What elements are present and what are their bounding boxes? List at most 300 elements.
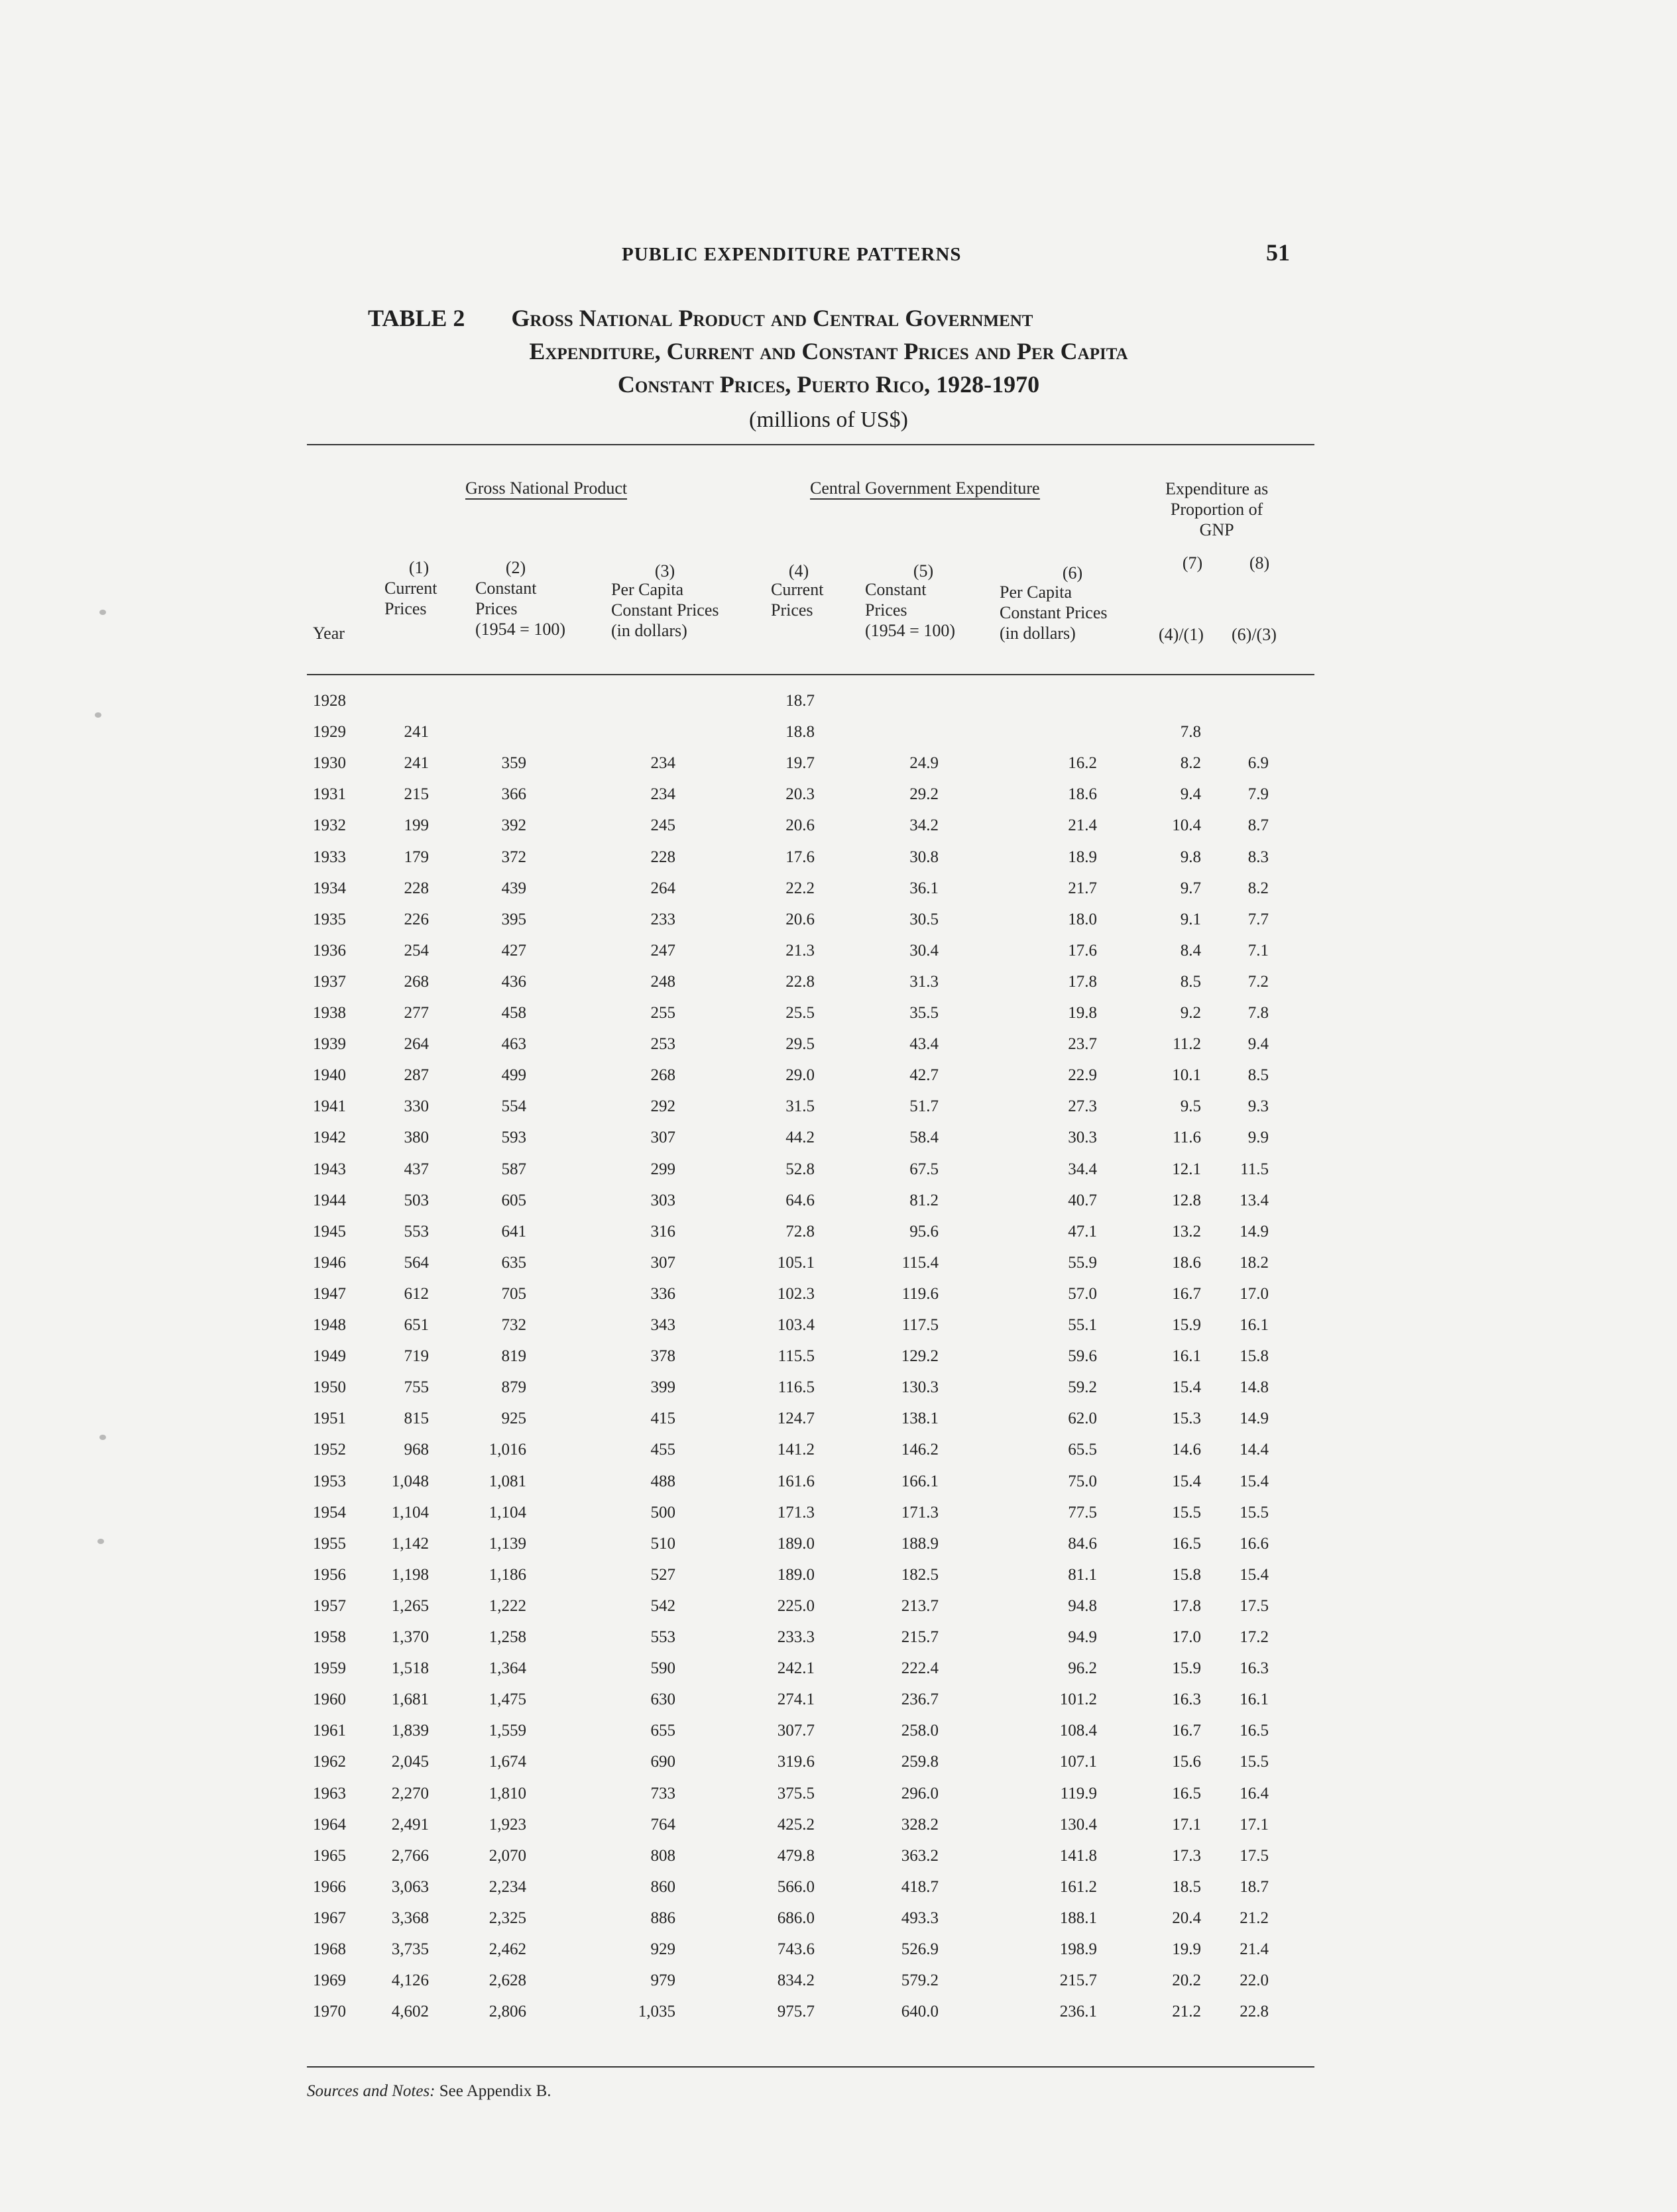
cell-gnp-per-capita: 886	[650, 1909, 675, 1927]
cell-gnp-current: 1,681	[391, 1690, 429, 1708]
cell-year: 1952	[313, 1441, 346, 1459]
cell-ratio-6-3: 18.2	[1240, 1254, 1269, 1272]
cell-gnp-per-capita: 248	[650, 973, 675, 991]
cell-gnp-per-capita: 264	[650, 879, 675, 897]
cell-year: 1957	[313, 1597, 346, 1615]
cell-gnp-constant: 366	[501, 785, 526, 803]
cell-cge-current: 20.3	[785, 785, 815, 803]
cell-year: 1933	[313, 848, 346, 866]
cell-gnp-current: 3,368	[391, 1909, 429, 1927]
table-row	[0, 1128, 1677, 1148]
cell-gnp-current: 2,270	[391, 1785, 429, 1802]
gnp-group-header: Gross National Product	[465, 478, 627, 500]
cell-ratio-4-1: 18.6	[1172, 1254, 1201, 1272]
cell-gnp-current: 1,265	[391, 1597, 429, 1615]
column-header-3: Per Capita Constant Prices (in dollars)	[611, 580, 719, 640]
cell-year: 1962	[313, 1753, 346, 1771]
cell-cge-current: 189.0	[777, 1535, 815, 1553]
table-row	[0, 2002, 1677, 2022]
cell-cge-per-capita: 198.9	[1059, 1940, 1097, 1958]
cell-gnp-current: 2,491	[391, 1816, 429, 1834]
cell-year: 1954	[313, 1504, 346, 1521]
cell-gnp-current: 4,602	[391, 2003, 429, 2020]
cell-ratio-4-1: 13.2	[1172, 1223, 1201, 1241]
cell-gnp-per-capita: 307	[650, 1254, 675, 1272]
cell-gnp-per-capita: 860	[650, 1878, 675, 1896]
cell-gnp-current: 330	[404, 1097, 429, 1115]
table-row	[0, 1534, 1677, 1554]
cell-gnp-current: 553	[404, 1223, 429, 1241]
cell-cge-current: 566.0	[777, 1878, 815, 1896]
cell-gnp-per-capita: 399	[650, 1378, 675, 1396]
cell-cge-current: 19.7	[785, 754, 815, 772]
cell-ratio-6-3: 8.2	[1247, 879, 1269, 897]
punch-hole	[99, 1435, 106, 1440]
cell-year: 1937	[313, 973, 346, 991]
cell-ratio-4-1: 9.1	[1180, 911, 1201, 928]
cell-gnp-per-capita: 764	[650, 1816, 675, 1834]
cell-gnp-constant: 2,462	[489, 1940, 526, 1958]
cell-gnp-constant: 587	[501, 1160, 526, 1178]
cell-cge-current: 479.8	[777, 1847, 815, 1865]
cell-cge-current: 225.0	[777, 1597, 815, 1615]
cell-gnp-per-capita: 929	[650, 1940, 675, 1958]
cell-gnp-constant: 554	[501, 1097, 526, 1115]
cell-ratio-4-1: 16.7	[1172, 1722, 1201, 1740]
cell-gnp-constant: 1,475	[489, 1690, 526, 1708]
cell-year: 1939	[313, 1035, 346, 1053]
cell-year: 1956	[313, 1566, 346, 1584]
cell-gnp-current: 503	[404, 1191, 429, 1209]
table-row	[0, 785, 1677, 804]
cell-ratio-6-3: 17.0	[1240, 1285, 1269, 1303]
cell-ratio-4-1: 16.5	[1172, 1785, 1201, 1802]
cell-ratio-6-3: 15.5	[1240, 1753, 1269, 1771]
cell-cge-constant: 29.2	[909, 785, 939, 803]
cell-ratio-6-3: 16.4	[1240, 1785, 1269, 1802]
cell-gnp-constant: 359	[501, 754, 526, 772]
column-number-4: (4)	[788, 561, 809, 581]
cell-gnp-constant: 593	[501, 1129, 526, 1146]
cell-ratio-6-3: 14.4	[1240, 1441, 1269, 1459]
cell-year: 1944	[313, 1191, 346, 1209]
cell-cge-per-capita: 130.4	[1059, 1816, 1097, 1834]
cell-cge-current: 18.7	[785, 692, 815, 710]
table-row	[0, 753, 1677, 773]
page-number: 51	[1266, 239, 1290, 266]
cell-year: 1966	[313, 1878, 346, 1896]
cell-year: 1968	[313, 1940, 346, 1958]
cell-gnp-per-capita: 234	[650, 785, 675, 803]
table-row	[0, 1253, 1677, 1273]
cell-ratio-4-1: 16.1	[1172, 1347, 1201, 1365]
cell-ratio-4-1: 17.3	[1172, 1847, 1201, 1865]
cell-gnp-per-capita: 247	[650, 942, 675, 960]
cell-year: 1970	[313, 2003, 346, 2020]
cell-cge-per-capita: 236.1	[1059, 2003, 1097, 2020]
cell-gnp-current: 3,063	[391, 1878, 429, 1896]
table-row	[0, 1097, 1677, 1117]
table-row	[0, 1565, 1677, 1585]
cell-gnp-per-capita: 527	[650, 1566, 675, 1584]
running-head-title: PUBLIC EXPENDITURE PATTERNS	[622, 244, 962, 265]
cell-gnp-constant: 879	[501, 1378, 526, 1396]
cell-cge-current: 17.6	[785, 848, 815, 866]
cell-cge-current: 20.6	[785, 911, 815, 928]
cell-cge-current: 22.8	[785, 973, 815, 991]
cell-year: 1950	[313, 1378, 346, 1396]
cell-cge-constant: 171.3	[901, 1504, 939, 1521]
cell-cge-per-capita: 96.2	[1068, 1659, 1097, 1677]
table-units: (millions of US$)	[749, 408, 908, 432]
cell-gnp-per-capita: 228	[650, 848, 675, 866]
top-rule	[307, 444, 1314, 445]
cell-year: 1940	[313, 1066, 346, 1084]
cell-gnp-current: 179	[404, 848, 429, 866]
cell-gnp-current: 254	[404, 942, 429, 960]
column-header-6: Per Capita Constant Prices (in dollars)	[1000, 582, 1108, 643]
cell-cge-current: 189.0	[777, 1566, 815, 1584]
table-row	[0, 1378, 1677, 1398]
running-head	[0, 239, 1677, 270]
cell-ratio-4-1: 19.9	[1172, 1940, 1201, 1958]
cell-ratio-6-3: 8.7	[1247, 816, 1269, 834]
cell-ratio-6-3: 17.5	[1240, 1597, 1269, 1615]
cell-cge-constant: 213.7	[901, 1597, 939, 1615]
cell-cge-current: 124.7	[777, 1410, 815, 1427]
cell-gnp-current: 755	[404, 1378, 429, 1396]
cell-cge-current: 375.5	[777, 1785, 815, 1802]
cell-cge-constant: 34.2	[909, 816, 939, 834]
cell-cge-current: 18.8	[785, 723, 815, 741]
cell-gnp-current: 719	[404, 1347, 429, 1365]
cell-gnp-constant: 1,674	[489, 1753, 526, 1771]
cell-cge-constant: 115.4	[901, 1254, 939, 1272]
cell-ratio-6-3: 14.9	[1240, 1410, 1269, 1427]
cell-cge-per-capita: 75.0	[1068, 1472, 1097, 1490]
cell-cge-current: 44.2	[785, 1129, 815, 1146]
cell-gnp-per-capita: 378	[650, 1347, 675, 1365]
cell-gnp-current: 264	[404, 1035, 429, 1053]
cell-gnp-current: 1,839	[391, 1722, 429, 1740]
cell-ratio-4-1: 15.6	[1172, 1753, 1201, 1771]
cell-gnp-per-capita: 655	[650, 1722, 675, 1740]
cell-cge-constant: 35.5	[909, 1004, 939, 1022]
cell-ratio-4-1: 9.8	[1180, 848, 1201, 866]
cell-cge-constant: 36.1	[909, 879, 939, 897]
cell-ratio-6-3: 16.6	[1240, 1535, 1269, 1553]
cell-ratio-4-1: 9.2	[1180, 1004, 1201, 1022]
cell-ratio-6-3: 9.4	[1247, 1035, 1269, 1053]
cell-cge-constant: 95.6	[909, 1223, 939, 1241]
table-title	[345, 302, 1312, 437]
cell-ratio-4-1: 16.3	[1172, 1690, 1201, 1708]
cell-ratio-4-1: 15.4	[1172, 1472, 1201, 1490]
cell-ratio-4-1: 11.2	[1173, 1035, 1201, 1053]
cell-cge-per-capita: 65.5	[1068, 1441, 1097, 1459]
cell-ratio-6-3: 6.9	[1247, 754, 1269, 772]
cell-gnp-current: 1,370	[391, 1628, 429, 1646]
cell-ratio-4-1: 8.2	[1180, 754, 1201, 772]
column-header-2: Constant Prices (1954 = 100)	[475, 579, 565, 639]
cell-cge-constant: 30.5	[909, 911, 939, 928]
cell-gnp-per-capita: 500	[650, 1504, 675, 1521]
cell-ratio-4-1: 7.8	[1180, 723, 1201, 741]
cell-gnp-constant: 427	[501, 942, 526, 960]
cell-gnp-constant: 1,016	[489, 1441, 526, 1459]
cell-ratio-4-1: 8.4	[1180, 942, 1201, 960]
cell-cge-constant: 31.3	[909, 973, 939, 991]
cell-ratio-4-1: 10.1	[1172, 1066, 1201, 1084]
cell-cge-per-capita: 107.1	[1059, 1753, 1097, 1771]
cell-ratio-6-3: 17.1	[1240, 1816, 1269, 1834]
cell-gnp-per-capita: 510	[650, 1535, 675, 1553]
table-title-line-2: Expenditure, Current and Constant Prices and Per Capita	[529, 338, 1128, 364]
cell-cge-per-capita: 18.6	[1068, 785, 1097, 803]
cell-gnp-per-capita: 336	[650, 1285, 675, 1303]
table-row	[0, 1409, 1677, 1429]
cell-ratio-4-1: 15.9	[1172, 1316, 1201, 1334]
cell-ratio-4-1: 17.8	[1172, 1597, 1201, 1615]
cell-year: 1949	[313, 1347, 346, 1365]
cell-gnp-constant: 1,186	[489, 1566, 526, 1584]
cell-cge-constant: 640.0	[901, 2003, 939, 2020]
cell-gnp-current: 1,198	[391, 1566, 429, 1584]
cell-gnp-current: 215	[404, 785, 429, 803]
sources-label: Sources and Notes	[307, 2082, 430, 2100]
cell-ratio-6-3: 7.9	[1247, 785, 1269, 803]
cell-cge-per-capita: 57.0	[1068, 1285, 1097, 1303]
cell-ratio-6-3: 15.4	[1240, 1472, 1269, 1490]
table-row	[0, 722, 1677, 742]
cell-gnp-constant: 1,258	[489, 1628, 526, 1646]
cell-gnp-current: 564	[404, 1254, 429, 1272]
cell-cge-constant: 215.7	[901, 1628, 939, 1646]
cell-year: 1932	[313, 816, 346, 834]
cell-cge-per-capita: 161.2	[1059, 1878, 1097, 1896]
column-number-5: (5)	[913, 561, 934, 581]
cell-ratio-4-1: 17.0	[1172, 1628, 1201, 1646]
cell-gnp-constant: 635	[501, 1254, 526, 1272]
cell-ratio-6-3: 8.3	[1247, 848, 1269, 866]
table-title-line-3: Constant Prices, Puerto Rico, 1928-1970	[617, 371, 1040, 398]
cell-gnp-current: 815	[404, 1410, 429, 1427]
cell-gnp-per-capita: 307	[650, 1129, 675, 1146]
cell-cge-per-capita: 17.8	[1068, 973, 1097, 991]
cell-gnp-current: 1,142	[391, 1535, 429, 1553]
cell-gnp-current: 437	[404, 1160, 429, 1178]
cell-gnp-per-capita: 245	[650, 816, 675, 834]
cell-cge-per-capita: 59.6	[1068, 1347, 1097, 1365]
cell-ratio-6-3: 22.0	[1240, 1971, 1269, 1989]
cell-cge-current: 115.5	[778, 1347, 815, 1365]
cell-ratio-6-3: 17.5	[1240, 1847, 1269, 1865]
table-row	[0, 1784, 1677, 1804]
cell-gnp-current: 651	[404, 1316, 429, 1334]
table-row	[0, 1347, 1677, 1366]
column-header-7: (4)/(1)	[1159, 625, 1204, 644]
cell-ratio-6-3: 11.5	[1240, 1160, 1269, 1178]
cell-ratio-4-1: 18.5	[1172, 1878, 1201, 1896]
cell-gnp-constant: 1,222	[489, 1597, 526, 1615]
column-number-1: (1)	[408, 558, 430, 577]
cell-ratio-6-3: 9.9	[1247, 1129, 1269, 1146]
table-row	[0, 1877, 1677, 1897]
cell-gnp-constant: 1,559	[489, 1722, 526, 1740]
cell-gnp-per-capita: 808	[650, 1847, 675, 1865]
cell-gnp-current: 287	[404, 1066, 429, 1084]
cell-cge-current: 20.6	[785, 816, 815, 834]
table-row	[0, 1940, 1677, 1960]
column-number-8: (8)	[1249, 553, 1270, 573]
cell-cge-per-capita: 16.2	[1068, 754, 1097, 772]
cell-year: 1931	[313, 785, 346, 803]
cell-gnp-per-capita: 542	[650, 1597, 675, 1615]
cell-cge-constant: 166.1	[901, 1472, 939, 1490]
cell-gnp-constant: 392	[501, 816, 526, 834]
cell-gnp-constant: 1,364	[489, 1659, 526, 1677]
cell-gnp-constant: 436	[501, 973, 526, 991]
column-number-3: (3)	[654, 561, 675, 581]
cell-cge-current: 102.3	[777, 1285, 815, 1303]
table-row	[0, 848, 1677, 867]
cell-cge-constant: 418.7	[901, 1878, 939, 1896]
cell-gnp-constant: 1,810	[489, 1785, 526, 1802]
cell-ratio-6-3: 15.4	[1240, 1566, 1269, 1584]
table-row	[0, 1846, 1677, 1866]
cell-cge-constant: 30.8	[909, 848, 939, 866]
cell-cge-constant: 81.2	[909, 1191, 939, 1209]
cell-cge-per-capita: 19.8	[1068, 1004, 1097, 1022]
cell-ratio-4-1: 9.5	[1180, 1097, 1201, 1115]
cell-gnp-constant: 372	[501, 848, 526, 866]
cell-cge-current: 52.8	[785, 1160, 815, 1178]
table-row	[0, 1690, 1677, 1710]
cell-ratio-6-3: 13.4	[1240, 1191, 1269, 1209]
cell-gnp-per-capita: 553	[650, 1628, 675, 1646]
cell-gnp-current: 241	[404, 754, 429, 772]
cell-ratio-4-1: 8.5	[1180, 973, 1201, 991]
cell-cge-constant: 58.4	[909, 1129, 939, 1146]
cell-cge-per-capita: 18.9	[1068, 848, 1097, 866]
cell-gnp-per-capita: 253	[650, 1035, 675, 1053]
cell-cge-current: 141.2	[777, 1441, 815, 1459]
cell-gnp-constant: 439	[501, 879, 526, 897]
cell-ratio-6-3: 22.8	[1240, 2003, 1269, 2020]
cell-cge-current: 25.5	[785, 1004, 815, 1022]
table-row	[0, 1971, 1677, 1991]
cell-cge-current: 274.1	[777, 1690, 815, 1708]
cell-cge-per-capita: 188.1	[1059, 1909, 1097, 1927]
cell-gnp-current: 612	[404, 1285, 429, 1303]
cell-cge-per-capita: 23.7	[1068, 1035, 1097, 1053]
cell-cge-constant: 493.3	[901, 1909, 939, 1927]
cell-cge-current: 425.2	[777, 1816, 815, 1834]
cell-year: 1945	[313, 1223, 346, 1241]
cell-gnp-per-capita: 733	[650, 1785, 675, 1802]
cell-cge-constant: 67.5	[909, 1160, 939, 1178]
cell-gnp-constant: 1,081	[489, 1472, 526, 1490]
cell-ratio-6-3: 16.3	[1240, 1659, 1269, 1677]
cell-cge-constant: 146.2	[901, 1441, 939, 1459]
cell-cge-constant: 258.0	[901, 1722, 939, 1740]
cell-ratio-6-3: 7.7	[1247, 911, 1269, 928]
table-row	[0, 1908, 1677, 1928]
punch-hole	[95, 712, 101, 718]
cell-ratio-4-1: 15.3	[1172, 1410, 1201, 1427]
table-row	[0, 1752, 1677, 1772]
cell-gnp-constant: 458	[501, 1004, 526, 1022]
cell-year: 1938	[313, 1004, 346, 1022]
table-row	[0, 1815, 1677, 1835]
cell-gnp-current: 241	[404, 723, 429, 741]
cell-ratio-4-1: 15.8	[1172, 1566, 1201, 1584]
cell-gnp-per-capita: 292	[650, 1097, 675, 1115]
cell-ratio-4-1: 16.5	[1172, 1535, 1201, 1553]
cell-cge-constant: 119.6	[901, 1285, 939, 1303]
cell-ratio-6-3: 9.3	[1247, 1097, 1269, 1115]
table-row	[0, 816, 1677, 836]
cell-year: 1943	[313, 1160, 346, 1178]
cell-ratio-4-1: 12.8	[1172, 1191, 1201, 1209]
cell-cge-current: 242.1	[777, 1659, 815, 1677]
cell-gnp-per-capita: 233	[650, 911, 675, 928]
cell-gnp-current: 2,766	[391, 1847, 429, 1865]
cell-cge-per-capita: 81.1	[1068, 1566, 1097, 1584]
table-label: TABLE 2	[368, 305, 465, 331]
cell-year: 1946	[313, 1254, 346, 1272]
cell-cge-constant: 296.0	[901, 1785, 939, 1802]
cell-gnp-constant: 1,139	[489, 1535, 526, 1553]
cell-year: 1928	[313, 692, 346, 710]
cell-ratio-4-1: 15.9	[1172, 1659, 1201, 1677]
cell-cge-current: 116.5	[778, 1378, 815, 1396]
cell-year: 1930	[313, 754, 346, 772]
bottom-rule	[307, 2066, 1314, 2068]
cell-cge-current: 105.1	[777, 1254, 815, 1272]
cell-cge-constant: 42.7	[909, 1066, 939, 1084]
cell-cge-per-capita: 108.4	[1059, 1722, 1097, 1740]
cell-cge-current: 743.6	[777, 1940, 815, 1958]
column-number-2: (2)	[505, 558, 526, 577]
cell-ratio-6-3: 7.8	[1247, 1004, 1269, 1022]
cell-cge-constant: 24.9	[909, 754, 939, 772]
cell-gnp-constant: 2,234	[489, 1878, 526, 1896]
cell-ratio-4-1: 14.6	[1172, 1441, 1201, 1459]
cell-cge-constant: 363.2	[901, 1847, 939, 1865]
cell-cge-current: 72.8	[785, 1223, 815, 1241]
cell-gnp-constant: 641	[501, 1223, 526, 1241]
cell-gnp-per-capita: 979	[650, 1971, 675, 1989]
cell-cge-per-capita: 47.1	[1068, 1223, 1097, 1241]
cell-gnp-current: 3,735	[391, 1940, 429, 1958]
cell-cge-constant: 130.3	[901, 1378, 939, 1396]
cell-cge-constant: 328.2	[901, 1816, 939, 1834]
cell-gnp-current: 4,126	[391, 1971, 429, 1989]
cell-gnp-constant: 395	[501, 911, 526, 928]
cell-year: 1942	[313, 1129, 346, 1146]
table-row	[0, 1191, 1677, 1211]
column-header-1: Current Prices	[384, 579, 437, 618]
table-row	[0, 941, 1677, 961]
table-row	[0, 1721, 1677, 1741]
cell-cge-constant: 117.5	[901, 1316, 939, 1334]
cell-year: 1960	[313, 1690, 346, 1708]
cell-year: 1929	[313, 723, 346, 741]
cell-gnp-constant: 732	[501, 1316, 526, 1334]
table-row	[0, 1628, 1677, 1647]
cell-ratio-6-3: 16.5	[1240, 1722, 1269, 1740]
